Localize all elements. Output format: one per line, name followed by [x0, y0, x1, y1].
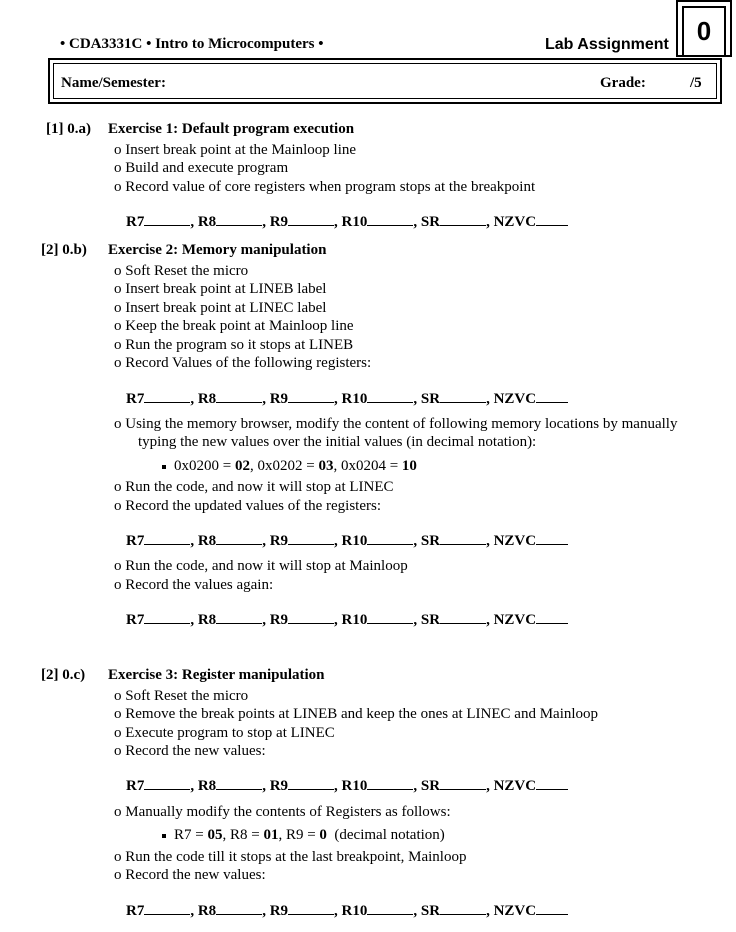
lab-assignment-label: Lab Assignment [545, 36, 669, 53]
reg-label-r8: R8 [197, 391, 217, 407]
blank-r7[interactable] [144, 213, 190, 226]
reg-label-sr: SR [420, 612, 441, 628]
blank-r7[interactable] [144, 777, 190, 790]
blank-r8[interactable] [216, 902, 262, 915]
reg-label-sr: SR [420, 778, 441, 794]
reg-label-nzvc: NZVC [493, 903, 537, 919]
grade-max: /5 [690, 75, 702, 91]
ex2-item: o Record Values of the following registers: [114, 355, 372, 371]
reg-r8-eq: , R8 = [222, 827, 264, 843]
reg-r7-val: 05 [207, 827, 223, 843]
ex2-item: o Insert break point at LINEB label [114, 281, 327, 297]
reg-label-r7: R7 [126, 612, 145, 628]
reg-label-r7: R7 [126, 903, 145, 919]
reg-label-r9: R9 [269, 903, 289, 919]
reg-label-r10: R10 [341, 612, 368, 628]
blank-r7[interactable] [144, 390, 190, 403]
square-bullet-icon [162, 834, 166, 838]
blank-r10[interactable] [367, 777, 413, 790]
reg-values-note: (decimal notation) [326, 827, 445, 843]
blank-r9[interactable] [288, 611, 334, 624]
blank-nzvc[interactable] [536, 902, 568, 915]
blank-r9[interactable] [288, 902, 334, 915]
reg-label-r7: R7 [126, 391, 145, 407]
ex3-modify-instruction: o Manually modify the contents of Registers as follows: [114, 804, 451, 820]
register-fill-row: R7 , R8 , R9 , R10 , SR , NZVC [126, 390, 568, 408]
blank-sr[interactable] [440, 390, 486, 403]
ex3-number: [2] 0.c) [41, 667, 86, 683]
reg-label-nzvc: NZVC [493, 778, 537, 794]
register-fill-row: R7 , R8 , R9 , R10 , SR , NZVC [126, 532, 568, 550]
blank-r9[interactable] [288, 532, 334, 545]
mem-addr-c: , 0x0204 = [333, 458, 402, 474]
blank-sr[interactable] [440, 213, 486, 226]
ex2-item: o Record the values again: [114, 577, 274, 593]
reg-label-r10: R10 [341, 533, 368, 549]
ex3-item: o Record the new values: [114, 867, 266, 883]
register-fill-row: R7 , R8 , R9 , R10 , SR , NZVC [126, 902, 568, 920]
reg-label-r8: R8 [197, 214, 217, 230]
reg-label-nzvc: NZVC [493, 533, 537, 549]
reg-label-r9: R9 [269, 391, 289, 407]
blank-r9[interactable] [288, 213, 334, 226]
blank-r8[interactable] [216, 390, 262, 403]
ex3-item: o Soft Reset the micro [114, 688, 249, 704]
ex2-item: o Run the code, and now it will stop at Mainloop [114, 558, 408, 574]
blank-r9[interactable] [288, 777, 334, 790]
reg-r8-val: 01 [263, 827, 279, 843]
reg-label-r8: R8 [197, 533, 217, 549]
mem-addr-b: , 0x0202 = [249, 458, 319, 474]
ex3-item: o Remove the break points at LINEB and keep the ones at LINEC and Mainloop [114, 706, 599, 722]
blank-r7[interactable] [144, 611, 190, 624]
blank-r10[interactable] [367, 532, 413, 545]
lab-number-box [676, 0, 732, 57]
ex2-number: [2] 0.b) [41, 242, 87, 258]
ex2-memory-instruction: o Using the memory browser, modify the content of following memory locations by manually [114, 416, 678, 432]
register-fill-row: R7 , R8 , R9 , R10 , SR , NZVC [126, 611, 568, 629]
blank-r7[interactable] [144, 532, 190, 545]
blank-r7[interactable] [144, 902, 190, 915]
blank-nzvc[interactable] [536, 532, 568, 545]
blank-r8[interactable] [216, 777, 262, 790]
mem-val-c: 10 [401, 458, 417, 474]
blank-sr[interactable] [440, 902, 486, 915]
blank-nzvc[interactable] [536, 213, 568, 226]
ex1-item: o Record value of core registers when program stops at the breakpoint [114, 179, 536, 195]
ex3-title: Exercise 3: Register manipulation [108, 667, 325, 683]
register-values-line [162, 827, 445, 844]
blank-nzvc[interactable] [536, 777, 568, 790]
reg-label-r10: R10 [341, 903, 368, 919]
course-title: • CDA3331C • Intro to Microcomputers • [60, 36, 324, 52]
name-semester-label: Name/Semester: [61, 75, 166, 91]
ex3-item: o Run the code till it stops at the last breakpoint, Mainloop [114, 849, 467, 865]
blank-r8[interactable] [216, 213, 262, 226]
reg-label-sr: SR [420, 533, 441, 549]
reg-label-nzvc: NZVC [493, 214, 537, 230]
ex2-memory-instruction-cont: typing the new values over the initial values (in decimal notation): [138, 434, 537, 450]
reg-label-r8: R8 [197, 612, 217, 628]
ex2-item: o Soft Reset the micro [114, 263, 249, 279]
blank-nzvc[interactable] [536, 611, 568, 624]
reg-label-sr: SR [420, 391, 441, 407]
reg-label-r10: R10 [341, 214, 368, 230]
blank-r9[interactable] [288, 390, 334, 403]
reg-r7-eq: R7 = [174, 827, 208, 843]
reg-label-r10: R10 [341, 778, 368, 794]
ex2-item: o Insert break point at LINEC label [114, 300, 327, 316]
ex3-item: o Execute program to stop at LINEC [114, 725, 335, 741]
ex1-number: [1] 0.a) [46, 121, 91, 137]
reg-label-r9: R9 [269, 612, 289, 628]
blank-r10[interactable] [367, 611, 413, 624]
reg-label-sr: SR [420, 903, 441, 919]
reg-label-sr: SR [420, 214, 441, 230]
ex2-item: o Record the updated values of the registers: [114, 498, 381, 514]
reg-r9-val: 0 [319, 827, 327, 843]
register-fill-row: R7 , R8 , R9 , R10 , SR , NZVC [126, 213, 568, 231]
mem-val-a: 02 [234, 458, 250, 474]
reg-label-r9: R9 [269, 214, 289, 230]
ex2-title: Exercise 2: Memory manipulation [108, 242, 327, 258]
reg-label-r7: R7 [126, 778, 145, 794]
ex1-item: o Insert break point at the Mainloop line [114, 142, 357, 158]
blank-r8[interactable] [216, 611, 262, 624]
reg-label-r9: R9 [269, 533, 289, 549]
blank-r8[interactable] [216, 532, 262, 545]
ex3-item: o Record the new values: [114, 743, 266, 759]
reg-label-r8: R8 [197, 778, 217, 794]
ex1-title: Exercise 1: Default program execution [108, 121, 355, 137]
mem-addr-a: 0x0200 = [174, 458, 235, 474]
blank-nzvc[interactable] [536, 390, 568, 403]
mem-val-b: 03 [318, 458, 334, 474]
reg-label-r7: R7 [126, 214, 145, 230]
ex2-item: o Run the code, and now it will stop at LINEC [114, 479, 394, 495]
ex1-item: o Build and execute program [114, 160, 289, 176]
ex2-item: o Keep the break point at Mainloop line [114, 318, 354, 334]
square-bullet-icon [162, 465, 166, 469]
register-fill-row: R7 , R8 , R9 , R10 , SR , NZVC [126, 777, 568, 795]
reg-label-r9: R9 [269, 778, 289, 794]
reg-label-r8: R8 [197, 903, 217, 919]
reg-label-nzvc: NZVC [493, 391, 537, 407]
blank-r10[interactable] [367, 213, 413, 226]
blank-r10[interactable] [367, 902, 413, 915]
lab-number: 0 [682, 6, 726, 55]
blank-r10[interactable] [367, 390, 413, 403]
reg-label-r7: R7 [126, 533, 145, 549]
ex2-item: o Run the program so it stops at LINEB [114, 337, 354, 353]
reg-label-r10: R10 [341, 391, 368, 407]
reg-label-nzvc: NZVC [493, 612, 537, 628]
memory-values-line [162, 458, 417, 475]
name-grade-bar [48, 58, 722, 104]
blank-sr[interactable] [440, 777, 486, 790]
grade-label: Grade: [600, 75, 646, 91]
reg-r9-eq: , R9 = [278, 827, 320, 843]
blank-sr[interactable] [440, 611, 486, 624]
blank-sr[interactable] [440, 532, 486, 545]
